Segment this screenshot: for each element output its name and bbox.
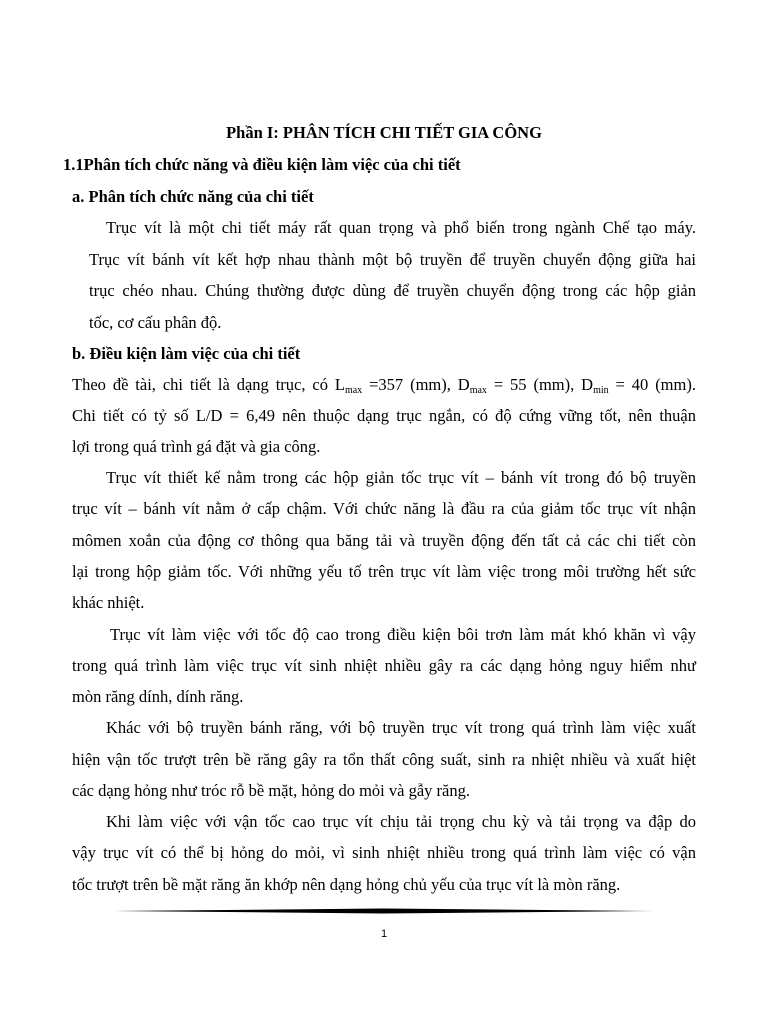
- paragraph-line: Trục vít bánh vít kết hợp nhau thành một bộ truyền để truyền chuyển động giữa hai: [89, 250, 696, 269]
- paragraph-line: tốc, cơ cấu phân độ.: [89, 313, 222, 332]
- footer-rule: [113, 908, 655, 914]
- paragraph-line: lợi trong quá trình gá đặt và gia công.: [72, 437, 321, 456]
- paragraph-line: vậy trục vít có thể bị hỏng do mỏi, vì sinh nhiệt nhiều trong quá trình làm việc có vận: [72, 843, 696, 862]
- paragraph-line: các dạng hỏng như tróc rỗ bề mặt, hỏng do mỏi và gẫy răng.: [72, 781, 470, 800]
- paragraph-line: tốc trượt trên bề mặt răng ăn khớp nên dạng hỏng chủ yếu của trục vít là mòn răng.: [72, 875, 621, 894]
- parameters-line: Theo đề tài, chi tiết là dạng trục, có $L_{max} =357$ (mm), $D_{max} = 55$ (mm), $D_{min} = 40$ (mm).: [72, 375, 696, 396]
- section-heading: 1.1Phân tích chức năng và điều kiện làm việc của chi tiết: [63, 155, 461, 174]
- paragraph-line: Khi làm việc với vận tốc cao trục vít chịu tải trọng chu kỳ và tải trọng va đập do: [106, 812, 696, 831]
- paragraph-line: Khác với bộ truyền bánh răng, với bộ truyền trục vít trong quá trình làm việc xuất: [106, 718, 696, 737]
- paragraph-line: lại trong hộp giảm tốc. Với những yếu tố trên trục vít làm việc trong môi trường hết sức: [72, 562, 696, 581]
- paragraph-line: mômen xoắn của động cơ thông qua băng tải và truyền động đến tất cả các chi tiết còn: [72, 531, 696, 550]
- paragraph-line: trục vít – bánh vít nằm ở cấp chậm. Với chức năng là đầu ra của giảm tốc trục vít nhận: [72, 499, 696, 518]
- subsection-b-heading: b. Điều kiện làm việc của chi tiết: [72, 344, 301, 363]
- page-number: 1: [380, 928, 388, 940]
- paragraph-line: hiện vận tốc trượt trên bề răng gây ra tổn thất công suất, sinh ra nhiệt nhiều và xuất hiệt: [72, 750, 696, 769]
- paragraph-line: Trục vít là một chi tiết máy rất quan trọng và phổ biến trong ngành Chế tạo máy.: [106, 218, 696, 237]
- paragraph-line: trục chéo nhau. Chúng thường được dùng để truyền chuyển động trong các hộp giản: [89, 281, 696, 300]
- subsection-a-heading: a. Phân tích chức năng của chi tiết: [72, 187, 314, 206]
- paragraph-line: khác nhiệt.: [72, 593, 145, 612]
- paragraph-line: Trục vít làm việc với tốc độ cao trong điều kiện bôi trơn làm mát khó khăn vì vậy: [110, 625, 696, 644]
- page-title: Phần I: PHÂN TÍCH CHI TIẾT GIA CÔNG: [226, 123, 542, 142]
- paragraph-line: mòn răng dính, dính răng.: [72, 687, 244, 706]
- paragraph-line: Chi tiết có tỷ số L/D = 6,49 nên thuộc dạng trục ngắn, có độ cứng vững tốt, nên thuận: [72, 406, 696, 425]
- paragraph-line: trong quá trình làm việc trục vít sinh nhiệt nhiều gây ra các dạng hỏng nguy hiểm như: [72, 656, 696, 675]
- paragraph-line: Trục vít thiết kế nằm trong các hộp giản tốc trục vít – bánh vít trong đó bộ truyền: [106, 468, 696, 487]
